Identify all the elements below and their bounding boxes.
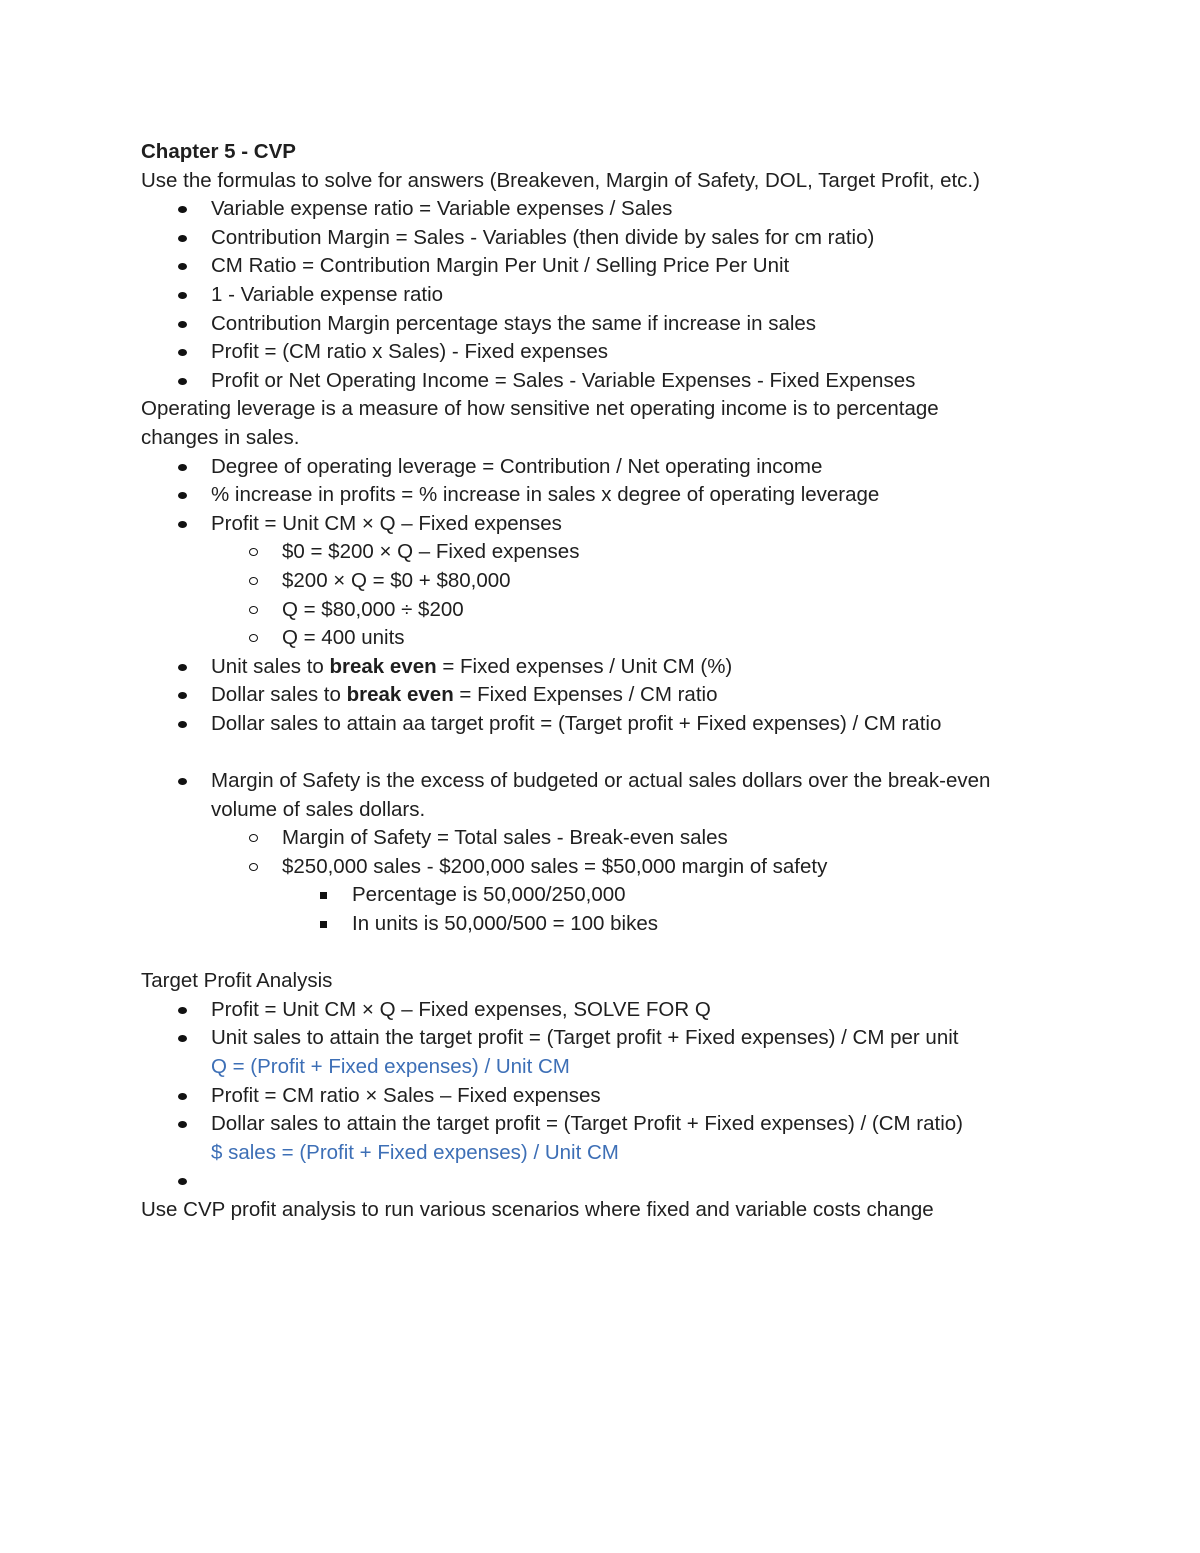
circle-bullet-icon xyxy=(249,606,258,614)
sub-list-item: $250,000 sales - $200,000 sales = $50,000 margin of safety xyxy=(141,853,1061,882)
bullet-icon xyxy=(178,1121,187,1128)
bullet-icon xyxy=(178,263,187,270)
sub-list-item: $0 = $200 × Q – Fixed expenses xyxy=(141,538,1061,567)
list-item: Degree of operating leverage = Contribution / Net operating income xyxy=(141,453,1061,482)
bullet-icon xyxy=(178,321,187,328)
circle-bullet-icon xyxy=(249,577,258,585)
chapter-title: Chapter 5 - CVP xyxy=(141,140,296,163)
circle-bullet-icon xyxy=(249,548,258,556)
empty-list-item xyxy=(141,1167,1061,1196)
list-item: Profit = Unit CM × Q – Fixed expenses, SOLVE FOR Q xyxy=(141,996,1061,1025)
bullet-icon xyxy=(178,1093,187,1100)
list-item: % increase in profits = % increase in sales x degree of operating leverage xyxy=(141,481,1061,510)
list-item: Dollar sales to break even = Fixed Expenses / CM ratio xyxy=(141,681,1061,710)
sub-list-item: $200 × Q = $0 + $80,000 xyxy=(141,567,1061,596)
list-item: Profit = CM ratio × Sales – Fixed expenses xyxy=(141,1082,1061,1111)
sub-list-item: Q = $80,000 ÷ $200 xyxy=(141,596,1061,625)
blank-line xyxy=(141,738,1061,767)
list-item: Dollar sales to attain the target profit = (Target Profit + Fixed expenses) / (CM ratio) xyxy=(141,1110,1061,1139)
bullet-icon xyxy=(178,235,187,242)
square-bullet-icon xyxy=(320,892,327,899)
leverage-intro: Operating leverage is a measure of how sensitive net operating income is to percentage changes in sales. xyxy=(141,397,939,449)
list-item: Contribution Margin percentage stays the same if increase in sales xyxy=(141,310,1061,339)
list-item: Unit sales to attain the target profit = (Target profit + Fixed expenses) / CM per unit xyxy=(141,1024,1061,1053)
sub-sub-list-item: In units is 50,000/500 = 100 bikes xyxy=(141,910,1061,939)
bullet-icon xyxy=(178,1035,187,1042)
bullet-icon xyxy=(178,778,187,785)
bullet-icon xyxy=(178,464,187,471)
bullet-icon xyxy=(178,664,187,671)
bullet-icon xyxy=(178,378,187,385)
blank-line xyxy=(141,939,1061,968)
bullet-icon xyxy=(178,349,187,356)
list-item: Unit sales to break even = Fixed expenses / Unit CM (%) xyxy=(141,653,1061,682)
circle-bullet-icon xyxy=(249,863,258,871)
document-page xyxy=(141,138,1061,1225)
list-item: 1 - Variable expense ratio xyxy=(141,281,1061,310)
bullet-icon xyxy=(178,492,187,499)
bullet-icon xyxy=(178,292,187,299)
bullet-icon xyxy=(178,721,187,728)
list-item: Margin of Safety is the excess of budgeted or actual sales dollars over the break-even volume of sales dollars. xyxy=(141,767,1031,824)
bullet-icon xyxy=(178,692,187,699)
sub-list-item: Q = 400 units xyxy=(141,624,1061,653)
intro-text: Use the formulas to solve for answers (Breakeven, Margin of Safety, DOL, Target Profit, etc.) xyxy=(141,168,980,192)
bullet-icon xyxy=(178,1178,187,1185)
circle-bullet-icon xyxy=(249,834,258,842)
blue-formula: $ sales = (Profit + Fixed expenses) / Unit CM xyxy=(211,1140,619,1164)
list-item: Variable expense ratio = Variable expenses / Sales xyxy=(141,195,1061,224)
bullet-icon xyxy=(178,1007,187,1014)
list-item: CM Ratio = Contribution Margin Per Unit / Selling Price Per Unit xyxy=(141,252,1061,281)
blue-formula: Q = (Profit + Fixed expenses) / Unit CM xyxy=(211,1055,570,1078)
list-item: Contribution Margin = Sales - Variables (then divide by sales for cm ratio) xyxy=(141,224,1061,253)
list-item: Dollar sales to attain aa target profit = (Target profit + Fixed expenses) / CM ratio xyxy=(141,710,1061,739)
list-item: Profit = Unit CM × Q – Fixed expenses xyxy=(141,510,1061,539)
sub-sub-list-item: Percentage is 50,000/250,000 xyxy=(141,881,1061,910)
bullet-icon xyxy=(178,206,187,213)
square-bullet-icon xyxy=(320,921,327,928)
sub-list-item: Margin of Safety = Total sales - Break-even sales xyxy=(141,824,1061,853)
circle-bullet-icon xyxy=(249,634,258,642)
list-item: Profit = (CM ratio x Sales) - Fixed expenses xyxy=(141,338,1061,367)
closing-text: Use CVP profit analysis to run various scenarios where fixed and variable costs change xyxy=(141,1197,934,1221)
list-item: Profit or Net Operating Income = Sales - Variable Expenses - Fixed Expenses xyxy=(141,367,1061,396)
bullet-icon xyxy=(178,521,187,528)
target-profit-heading: Target Profit Analysis xyxy=(141,969,333,993)
